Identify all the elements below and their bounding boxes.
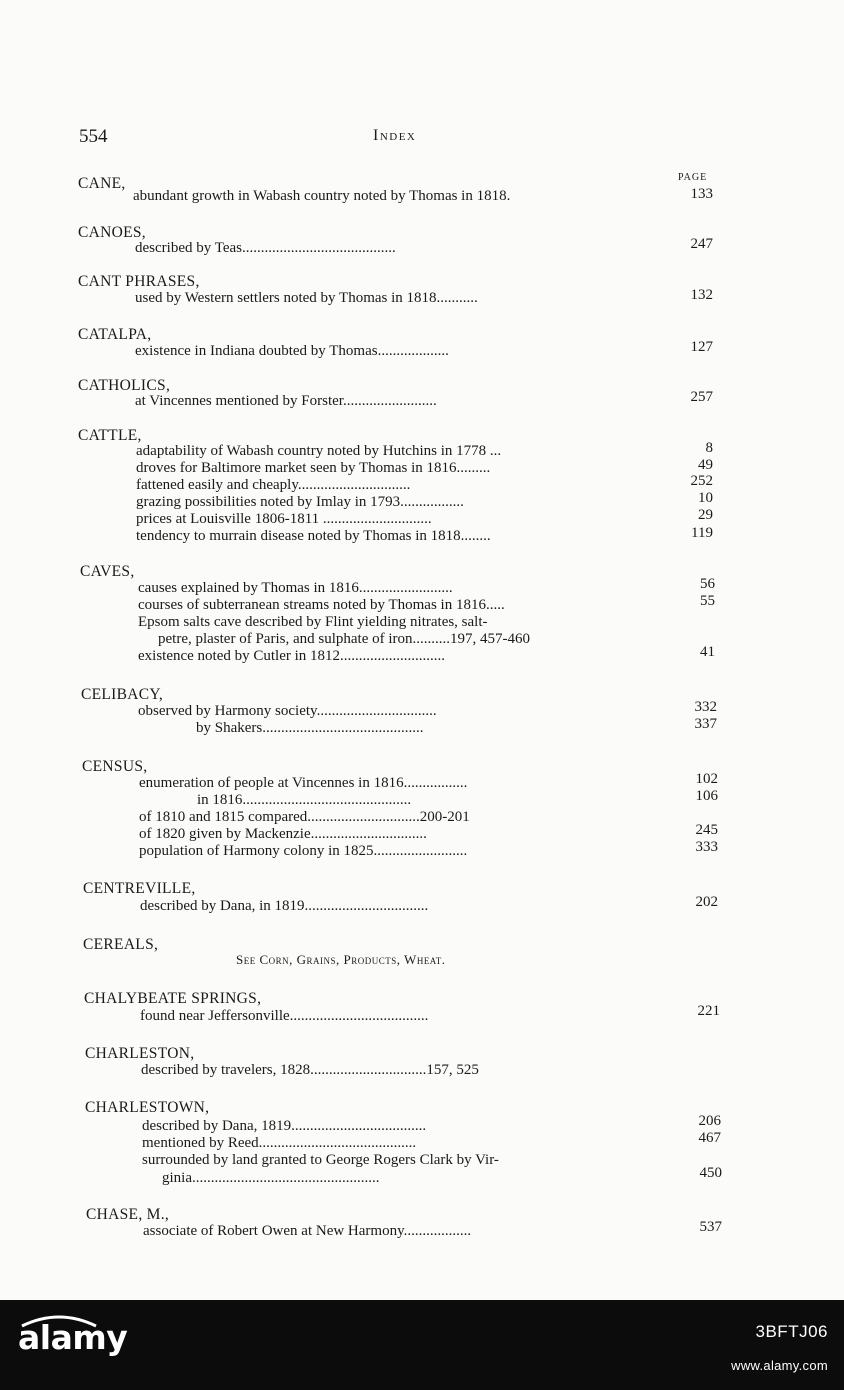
entry-line: existence in Indiana doubted by Thomas................... bbox=[135, 343, 449, 359]
entry-heading: CANOES, bbox=[78, 224, 146, 241]
entry-page: 106 bbox=[695, 788, 718, 804]
entry-heading: CATTLE, bbox=[78, 427, 142, 444]
entry-page: 245 bbox=[695, 822, 718, 838]
entry-line: existence noted by Cutler in 1812............................ bbox=[138, 648, 446, 664]
entry-page: 450 bbox=[699, 1165, 722, 1181]
running-head: Index bbox=[373, 127, 417, 144]
entry-line: found near Jeffersonville..................................... bbox=[140, 1008, 429, 1024]
entry-line: at Vincennes mentioned by Forster......................... bbox=[135, 393, 437, 409]
entry-page: 102 bbox=[695, 771, 718, 787]
entry-line: abundant growth in Wabash country noted by Thomas in 1818. bbox=[133, 188, 511, 204]
entry-page: 332 bbox=[694, 699, 717, 715]
entry-page: 132 bbox=[690, 287, 713, 303]
entry-line: Epsom salts cave described by Flint yielding nitrates, salt- bbox=[138, 614, 488, 630]
entry-page: 337 bbox=[694, 716, 717, 732]
entry-heading: CHALYBEATE SPRINGS, bbox=[84, 990, 262, 1007]
entry-line: described by Teas......................................... bbox=[135, 240, 396, 256]
entry-line: enumeration of people at Vincennes in 1816................. bbox=[139, 775, 468, 791]
entry-line: associate of Robert Owen at New Harmony.................. bbox=[143, 1223, 472, 1239]
entry-heading: CANE, bbox=[78, 175, 126, 192]
entry-page: 49 bbox=[698, 457, 713, 473]
entry-line: prices at Louisville 1806-1811 ............................. bbox=[136, 511, 432, 527]
entry-page: 41 bbox=[700, 644, 715, 660]
entry-line: courses of subterranean streams noted by Thomas in 1816..... bbox=[138, 597, 505, 613]
entry-page: 55 bbox=[700, 593, 715, 609]
entry-heading: CENTREVILLE, bbox=[83, 880, 196, 897]
entry-line: fattened easily and cheaply.............................. bbox=[136, 477, 411, 493]
entry-page: 221 bbox=[697, 1003, 720, 1019]
entry-page: 252 bbox=[690, 473, 713, 489]
entry-page: 247 bbox=[690, 236, 713, 252]
entry-line: population of Harmony colony in 1825......................... bbox=[139, 843, 468, 859]
site-url: www.alamy.com bbox=[731, 1358, 828, 1373]
entry-page: 206 bbox=[698, 1113, 721, 1129]
entry-page: 56 bbox=[700, 576, 715, 592]
entry-page: 537 bbox=[699, 1219, 722, 1235]
logo-arc-icon bbox=[18, 1310, 100, 1330]
entry-heading: CATHOLICS, bbox=[78, 377, 171, 394]
entry-heading: CAVES, bbox=[80, 563, 135, 580]
page-number: 554 bbox=[79, 126, 108, 147]
entry-line: used by Western settlers noted by Thomas in 1818........... bbox=[135, 290, 478, 306]
entry-heading: CENSUS, bbox=[82, 758, 148, 775]
entry-page: 202 bbox=[695, 894, 718, 910]
entry-line: tendency to murrain disease noted by Thomas in 1818........ bbox=[136, 528, 491, 544]
entry-line: petre, plaster of Paris, and sulphate of iron..........197, 457-460 bbox=[158, 631, 531, 647]
entry-line: causes explained by Thomas in 1816......................... bbox=[138, 580, 453, 596]
entry-page: 467 bbox=[698, 1130, 721, 1146]
entry-page: 119 bbox=[691, 525, 713, 541]
entry-line: surrounded by land granted to George Rogers Clark by Vir- bbox=[142, 1152, 499, 1168]
entry-heading: CATALPA, bbox=[78, 326, 152, 343]
entry-page: 29 bbox=[698, 507, 713, 523]
entry-line: ginia.................................................. bbox=[162, 1170, 380, 1186]
entry-line: by Shakers........................................... bbox=[196, 720, 424, 736]
entry-page: 133 bbox=[690, 186, 713, 202]
entry-line: of 1820 given by Mackenzie............................... bbox=[139, 826, 427, 842]
brand-logo: alamy bbox=[18, 1318, 128, 1357]
entry-line: droves for Baltimore market seen by Thomas in 1816......... bbox=[136, 460, 491, 476]
entry-heading: CANT PHRASES, bbox=[78, 273, 200, 290]
entry-line: grazing possibilities noted by Imlay in 1793................. bbox=[136, 494, 464, 510]
page-column-label: PAGE bbox=[678, 172, 708, 183]
see-also-reference: See Corn, Grains, Products, Wheat. bbox=[236, 952, 446, 967]
entry-heading: CHASE, M., bbox=[86, 1206, 170, 1223]
entry-heading: CELIBACY, bbox=[81, 686, 164, 703]
entry-page: 127 bbox=[690, 339, 713, 355]
entry-line: described by travelers, 1828...............................157, 525 bbox=[141, 1062, 479, 1078]
entry-heading: CHARLESTON, bbox=[85, 1045, 195, 1062]
entry-page: 333 bbox=[695, 839, 718, 855]
entry-line: in 1816............................................. bbox=[197, 792, 412, 808]
entry-line: of 1810 and 1815 compared..............................200-201 bbox=[139, 809, 470, 825]
entry-page: 10 bbox=[698, 490, 713, 506]
entry-heading: CEREALS, bbox=[83, 936, 159, 953]
entry-line: described by Dana, in 1819................................. bbox=[140, 898, 429, 914]
entry-page: 257 bbox=[690, 389, 713, 405]
entry-line: observed by Harmony society................................ bbox=[138, 703, 437, 719]
entry-line: described by Dana, 1819.................................... bbox=[142, 1118, 427, 1134]
entry-heading: CHARLESTOWN, bbox=[85, 1099, 210, 1116]
entry-line: mentioned by Reed.......................................... bbox=[142, 1135, 417, 1151]
image-id: 3BFTJ06 bbox=[755, 1322, 828, 1341]
entry-page: 8 bbox=[705, 440, 713, 456]
entry-line: adaptability of Wabash country noted by Hutchins in 1778 ... bbox=[136, 443, 502, 459]
